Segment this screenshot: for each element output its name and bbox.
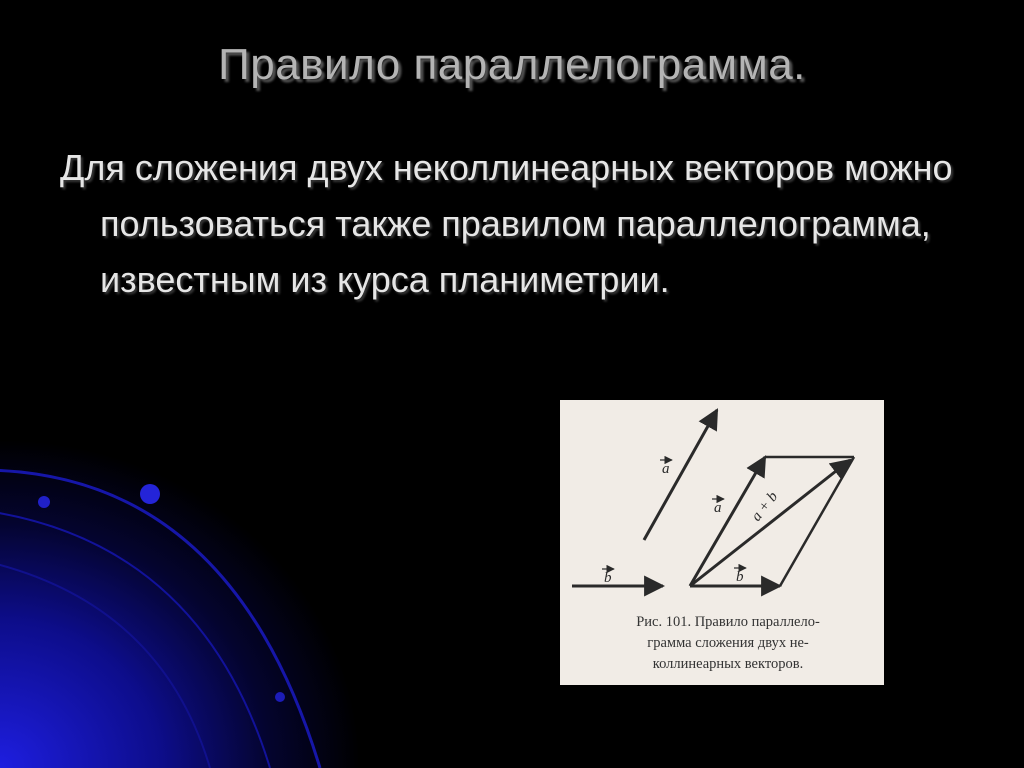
label-b-free: b bbox=[604, 570, 612, 586]
figure-caption bbox=[578, 612, 878, 675]
diagonal-sum-vector bbox=[690, 460, 850, 586]
side-right bbox=[780, 457, 854, 586]
caption-line-1: Рис. 101. Правило параллело- bbox=[636, 614, 820, 630]
vector-a-free bbox=[644, 410, 717, 540]
label-a-free: a bbox=[662, 461, 670, 477]
side-a-vector bbox=[690, 457, 765, 586]
slide-body-text: Для сложения двух неколлинеарных векторов можно пользоваться также правилом параллелограмма, известным из курса планиметрии. bbox=[60, 147, 953, 300]
caption-line-2: грамма сложения двух не- bbox=[647, 635, 809, 651]
label-sum: a + b bbox=[748, 488, 782, 525]
label-a-parallelogram: a bbox=[714, 500, 722, 516]
parallelogram-figure bbox=[560, 400, 884, 685]
label-b-parallelogram: b bbox=[736, 569, 744, 585]
caption-line-3: коллинеарных векторов. bbox=[652, 656, 804, 672]
slide-title: Правило параллелограмма. bbox=[218, 40, 806, 89]
